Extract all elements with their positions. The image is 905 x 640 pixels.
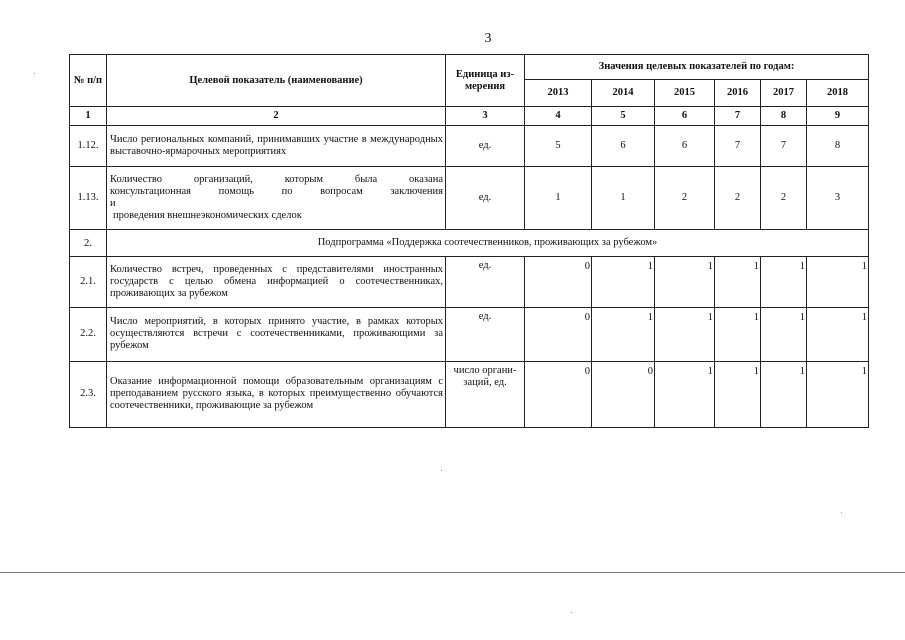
value-cell: 7 [715,126,761,167]
value-cell: 1 [807,256,869,307]
value-cell: 2 [715,167,761,230]
page-number: 3 [484,31,492,46]
indicator-text [107,167,446,230]
value-cell: 3 [807,167,869,230]
scan-speck [441,470,442,471]
value-cell: 1 [655,361,715,427]
row-number: 2. [70,230,107,256]
value-cell: 1 [592,256,655,307]
value-cell: 6 [655,126,715,167]
scan-speck [841,512,842,513]
page-bottom-rule [0,572,905,573]
value-cell: 0 [525,307,592,361]
value-cell: 2 [761,167,807,230]
indicator-text: Оказание информационной помощи образовательным организациям с преподаванием русского языка, в которых преимущественно обучаются соотечественники, проживающие за рубежом [107,361,446,427]
row-number: 2.2. [70,307,107,361]
column-number: 6 [655,107,715,126]
header-year: 2013 [525,80,592,107]
scan-speck [571,612,572,613]
header-year: 2018 [807,80,869,107]
indicator-text: Число мероприятий, в которых принято участие, в рамках которых осуществляются встречи с соотечественниками, проживающими за рубежом [107,307,446,361]
header-year: 2017 [761,80,807,107]
value-cell: 1 [592,307,655,361]
value-cell: 0 [525,256,592,307]
table-row [70,256,869,307]
unit-cell: ед. [446,256,525,307]
value-cell: 0 [525,361,592,427]
row-number: 2.3. [70,361,107,427]
value-cell: 1 [525,167,592,230]
value-cell: 1 [807,307,869,361]
value-cell: 1 [715,256,761,307]
column-number: 9 [807,107,869,126]
unit-cell: ед. [446,307,525,361]
column-number: 2 [107,107,446,126]
value-cell: 1 [715,307,761,361]
indicator-text: Число региональных компаний, принимавших участие в международных выставочно-ярмарочных мероприятиях [107,126,446,167]
header-year: 2014 [592,80,655,107]
indicator-text-line: консультационная помощь по вопросам заключения [110,186,443,198]
value-cell: 1 [655,307,715,361]
unit-cell: ед. [446,126,525,167]
header-col-no: № п/п [70,55,107,107]
row-number: 1.13. [70,167,107,230]
value-cell: 7 [761,126,807,167]
indicator-text-line: проведения внешнеэкономических сделок [113,210,302,222]
row-number: 2.1. [70,256,107,307]
value-cell: 1 [761,307,807,361]
value-cell: 6 [592,126,655,167]
unit-cell: число органи-заций, ед. [446,361,525,427]
value-cell: 1 [715,361,761,427]
header-year: 2016 [715,80,761,107]
header-col-unit: Единица из-мерения [446,55,525,107]
value-cell: 1 [592,167,655,230]
row-number: 1.12. [70,126,107,167]
column-number: 4 [525,107,592,126]
value-cell: 1 [807,361,869,427]
value-cell: 8 [807,126,869,167]
column-number: 1 [70,107,107,126]
target-indicators-table [69,54,869,428]
header-year: 2015 [655,80,715,107]
table-row [70,126,869,167]
header-col-indicator: Целевой показатель (наименование) [107,55,446,107]
value-cell: 2 [655,167,715,230]
indicator-text-line: и [110,198,116,210]
section-row [70,230,869,256]
unit-cell: ед. [446,167,525,230]
table-row [70,361,869,427]
value-cell: 0 [592,361,655,427]
column-number: 5 [592,107,655,126]
table-row [70,307,869,361]
value-cell: 1 [761,361,807,427]
indicator-text: Количество встреч, проведенных с представителями иностранных государств с целью обмена информацией о соотечественниках, проживающих за рубежом [107,256,446,307]
column-number: 8 [761,107,807,126]
column-number: 7 [715,107,761,126]
table-row [70,167,869,230]
value-cell: 5 [525,126,592,167]
column-number: 3 [446,107,525,126]
section-title: Подпрограмма «Поддержка соотечественников, проживающих за рубежом» [107,230,869,256]
value-cell: 1 [761,256,807,307]
scan-speck [34,73,35,74]
indicator-text-line: Количество организаций, которым была оказана [110,174,443,186]
value-cell: 1 [655,256,715,307]
header-col-values: Значения целевых показателей по годам: [525,55,869,80]
